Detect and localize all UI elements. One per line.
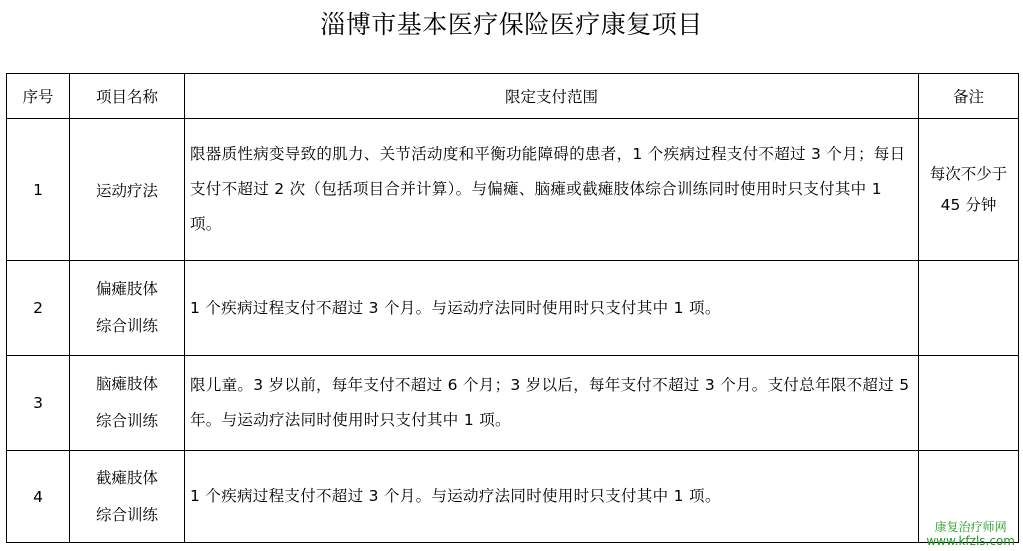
header-remark: 备注 — [919, 74, 1019, 119]
header-no: 序号 — [7, 74, 70, 119]
header-payment-scope: 限定支付范围 — [185, 74, 919, 119]
row-no: 3 — [7, 356, 70, 451]
row-item-name — [70, 356, 185, 451]
row-remark — [919, 261, 1019, 356]
row-payment-scope: 1 个疾病过程支付不超过 3 个月。与运动疗法同时使用时只支付其中 1 项。 — [185, 451, 919, 543]
table-row — [7, 261, 1019, 356]
header-item-name: 项目名称 — [70, 74, 185, 119]
site-watermark — [926, 520, 1015, 548]
row-payment-scope: 限器质性病变导致的肌力、关节活动度和平衡功能障碍的患者，1 个疾病过程支付不超过 3 个月；每日支付不超过 2 次（包括项目合并计算）。与偏瘫、脑瘫或截瘫肢体综合训练同时使用时只支付其中 1 项。 — [185, 119, 919, 261]
remark-line: 45 分钟 — [940, 195, 997, 214]
row-item-name — [70, 119, 185, 261]
row-item-name — [70, 451, 185, 543]
item-name-line: 综合训练 — [95, 317, 158, 335]
item-name-line: 偏瘫肢体 — [95, 280, 158, 298]
item-name-line: 截瘫肢体 — [95, 468, 158, 487]
row-remark — [919, 356, 1019, 451]
table-row — [7, 451, 1019, 543]
row-item-name — [70, 261, 185, 356]
rehab-items-table — [6, 73, 1019, 543]
item-name-line: 综合训练 — [95, 412, 158, 430]
table-header-row — [7, 74, 1019, 119]
row-no: 1 — [7, 119, 70, 261]
row-payment-scope: 1 个疾病过程支付不超过 3 个月。与运动疗法同时使用时只支付其中 1 项。 — [185, 261, 919, 356]
watermark-site-url: www.kfzls.com — [926, 534, 1015, 548]
item-name-line: 运动疗法 — [95, 181, 158, 200]
document-title: 淄博市基本医疗保险医疗康复项目 — [320, 10, 703, 39]
item-name-line: 综合训练 — [95, 505, 158, 524]
table-row — [7, 119, 1019, 261]
remark-line: 每次不少于 — [929, 164, 1008, 183]
item-name-line: 脑瘫肢体 — [95, 375, 158, 393]
row-payment-scope: 限儿童。3 岁以前，每年支付不超过 6 个月；3 岁以后，每年支付不超过 3 个月。支付总年限不超过 5 年。与运动疗法同时使用时只支付其中 1 项。 — [185, 356, 919, 451]
watermark-site-name: 康复治疗师网 — [934, 520, 1007, 534]
row-no: 4 — [7, 451, 70, 543]
row-remark — [919, 119, 1019, 261]
row-no: 2 — [7, 261, 70, 356]
table-row — [7, 356, 1019, 451]
